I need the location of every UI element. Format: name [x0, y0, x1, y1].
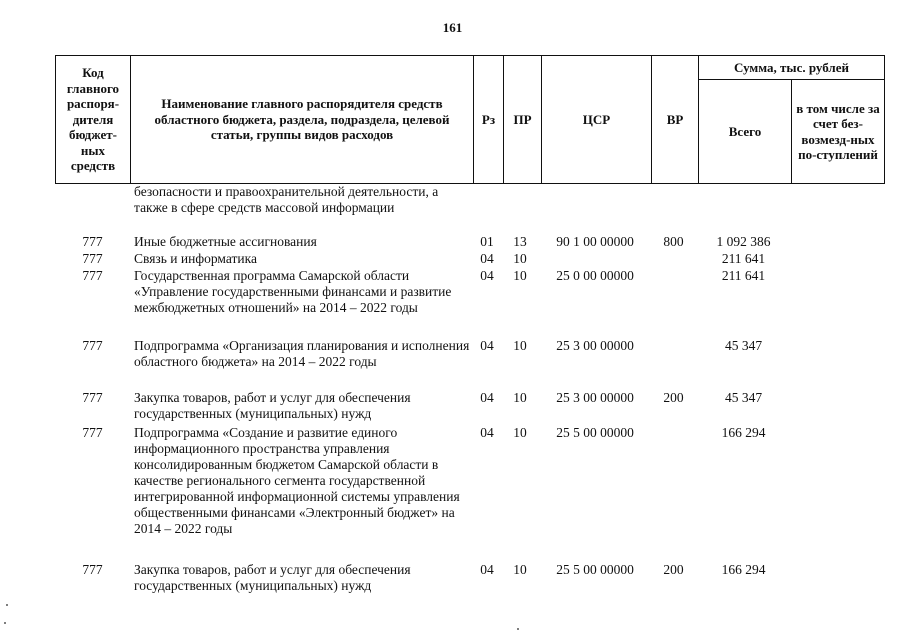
header-name: Наименование главного распорядителя средств областного бюджета, раздела, подраздела, целевой статьи, группы видов расходов	[131, 56, 474, 184]
row-pr: 10	[513, 425, 527, 440]
scan-speck	[6, 604, 8, 606]
row-vr: 800	[663, 234, 684, 249]
row-csr: 25 3 00 00000	[556, 338, 634, 353]
row-total: 211 641	[721, 268, 766, 283]
row-pr: 10	[513, 338, 527, 353]
row-total: 45 347	[724, 338, 763, 353]
row-rz: 01	[480, 234, 494, 249]
header-sum: Сумма, тыс. рублей	[699, 56, 885, 80]
row-total: 1 092 386	[716, 234, 771, 249]
row-pr: 10	[513, 390, 527, 405]
row-rz: 04	[480, 390, 494, 405]
row-total: 211 641	[721, 251, 766, 266]
header-incl: в том числе за счет без-возмезд-ных по-ступлений	[792, 80, 885, 184]
row-code: 777	[82, 234, 103, 249]
scan-speck	[517, 628, 519, 630]
row-rz: 04	[480, 562, 494, 577]
row-rz: 04	[480, 251, 494, 266]
header-vr: ВР	[652, 56, 699, 184]
row-pr: 10	[513, 562, 527, 577]
row-csr: 25 3 00 00000	[556, 390, 634, 405]
row-name: Подпрограмма «Создание и развитие единого информационного пространства управления консолидированным бюджетом Самарской области в качестве регионального сегмента государственной интегрированной информационной системы управления общественными финансами «Электронный бюджет» на 2014 – 2022 годы	[134, 425, 460, 536]
row-total: 166 294	[721, 425, 766, 440]
row-name: Иные бюджетные ассигнования	[134, 234, 317, 249]
page-number: 161	[442, 20, 463, 35]
row-code: 777	[82, 390, 103, 405]
row-pr: 10	[513, 251, 527, 266]
row-code: 777	[82, 338, 103, 353]
header-csr: ЦСР	[542, 56, 652, 184]
scan-speck	[4, 622, 6, 624]
row-code: 777	[82, 268, 103, 283]
row-rz: 04	[480, 338, 494, 353]
row-name: Государственная программа Самарской области «Управление государственными финансами и развитие межбюджетных отношений» на 2014 – 2022 годы	[134, 268, 452, 315]
header-code: Код главного распоря-дителя бюджет-ных средств	[56, 56, 131, 184]
header-total: Всего	[699, 80, 792, 184]
row-total: 45 347	[724, 390, 763, 405]
header-rz: Рз	[474, 56, 504, 184]
row-pr: 13	[513, 234, 527, 249]
row-code: 777	[82, 562, 103, 577]
row-csr: 25 0 00 00000	[556, 268, 634, 283]
row-csr: 90 1 00 00000	[556, 234, 634, 249]
row-name: Подпрограмма «Организация планирования и исполнения областного бюджета» на 2014 – 2022 годы	[134, 338, 470, 369]
row-code: 777	[82, 251, 103, 266]
row-code: 777	[82, 425, 103, 440]
row-name: Закупка товаров, работ и услуг для обеспечения государственных (муниципальных) нужд	[134, 562, 411, 593]
row-name: безопасности и правоохранительной деятельности, а также в сфере средств массовой информации	[134, 184, 439, 215]
row-rz: 04	[480, 268, 494, 283]
row-name: Связь и информатика	[134, 251, 257, 266]
header-pr: ПР	[504, 56, 542, 184]
row-name: Закупка товаров, работ и услуг для обеспечения государственных (муниципальных) нужд	[134, 390, 411, 421]
row-vr: 200	[663, 562, 684, 577]
row-rz: 04	[480, 425, 494, 440]
table-header	[55, 55, 885, 184]
row-total: 166 294	[721, 562, 766, 577]
row-csr: 25 5 00 00000	[556, 562, 634, 577]
row-vr: 200	[663, 390, 684, 405]
row-csr: 25 5 00 00000	[556, 425, 634, 440]
row-pr: 10	[513, 268, 527, 283]
